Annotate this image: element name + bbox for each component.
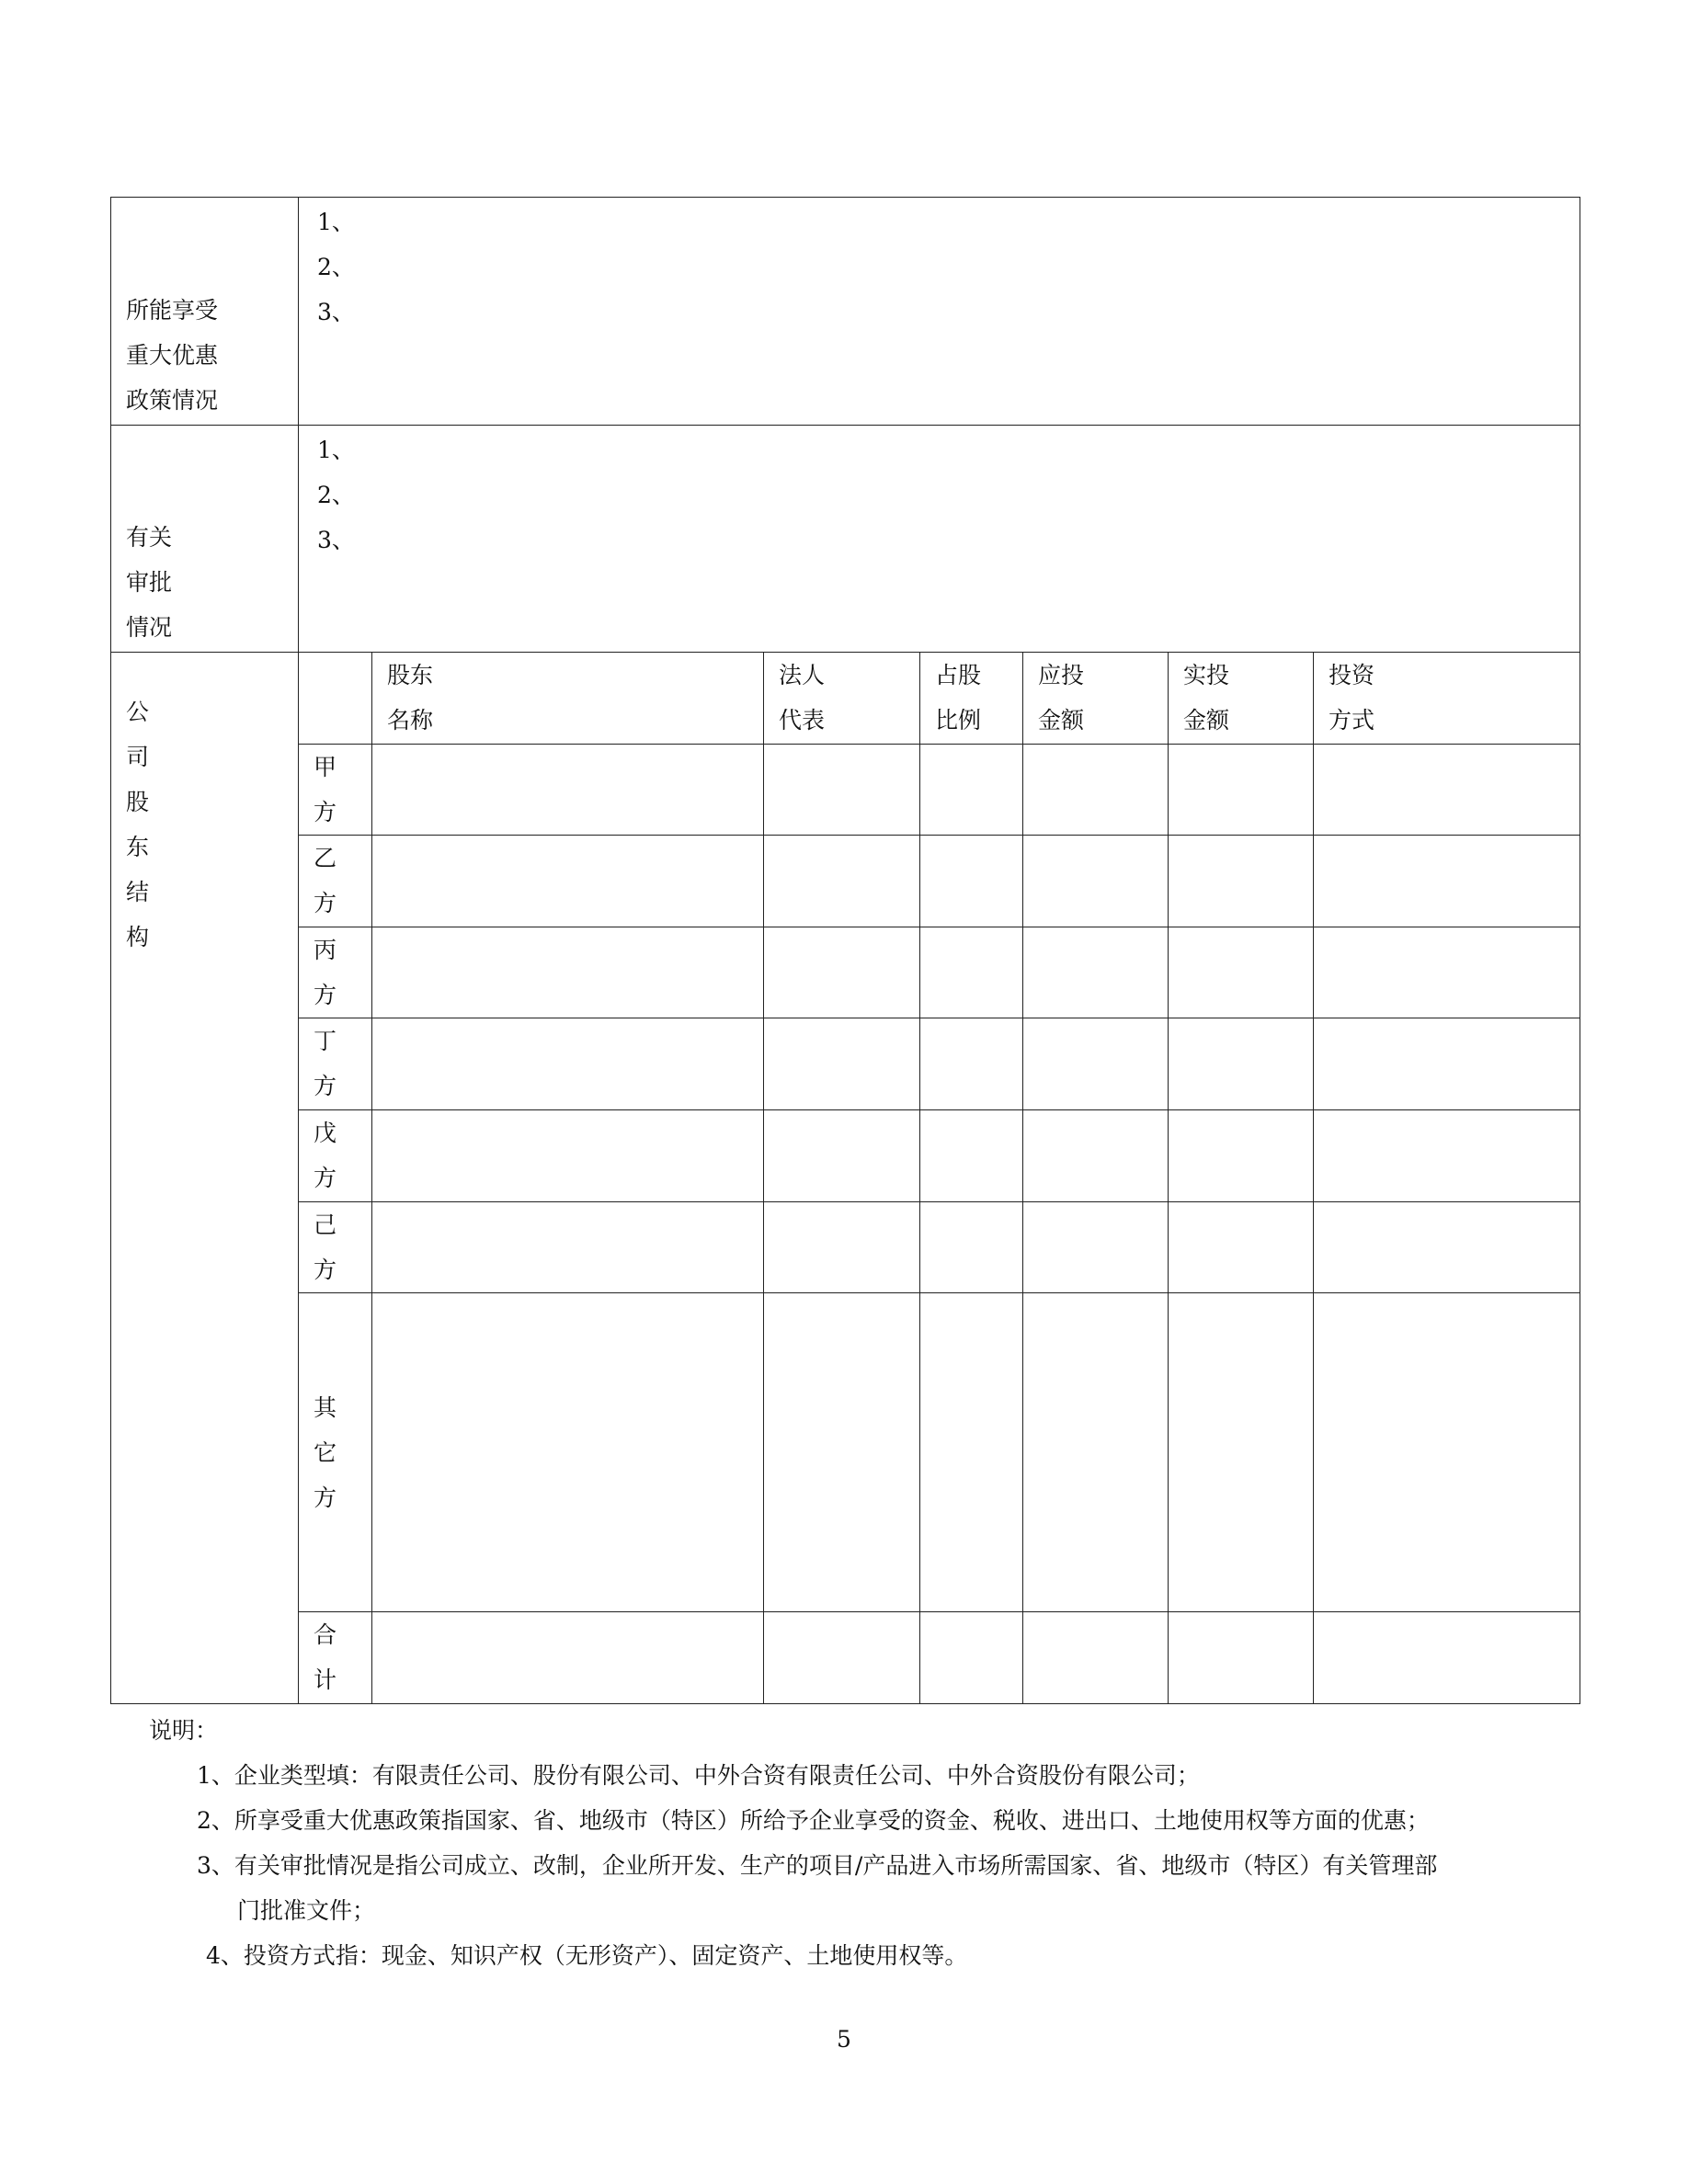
notes-section (149, 1708, 1583, 1978)
shareholder-name-field[interactable] (372, 1293, 764, 1612)
committed-amount-field[interactable] (1023, 836, 1169, 927)
shareholder-row-e (111, 1109, 1580, 1201)
paid-amount-field[interactable] (1169, 1201, 1314, 1293)
total-investment-method-field[interactable] (1314, 1612, 1580, 1704)
shareholder-structure-label: 公 司 股 东 结 构 (111, 653, 299, 1704)
shareholder-row-b (111, 836, 1580, 927)
share-ratio-field[interactable] (920, 744, 1023, 836)
approval-item: 1、 (317, 436, 355, 463)
committed-amount-field[interactable] (1023, 1109, 1169, 1201)
shareholder-info-form (110, 197, 1580, 1704)
note-item: 3、有关审批情况是指公司成立、改制，企业所开发、生产的项目/产品进入市场所需国家、省、地级市（特区）有关管理部 (197, 1852, 1438, 1879)
shareholder-row-other (111, 1293, 1580, 1612)
policy-row (111, 198, 1580, 426)
committed-amount-field[interactable] (1023, 927, 1169, 1018)
paid-amount-field[interactable] (1169, 1293, 1314, 1612)
party-label: 丁 方 (299, 1018, 372, 1110)
investment-method-field[interactable] (1314, 1018, 1580, 1110)
party-label: 戊 方 (299, 1109, 372, 1201)
total-committed-amount-field[interactable] (1023, 1612, 1169, 1704)
legal-rep-field[interactable] (764, 1293, 920, 1612)
investment-method-field[interactable] (1314, 744, 1580, 836)
legal-rep-field[interactable] (764, 1201, 920, 1293)
total-legal-rep-field[interactable] (764, 1612, 920, 1704)
investment-method-field[interactable] (1314, 1109, 1580, 1201)
paid-amount-field[interactable] (1169, 927, 1314, 1018)
party-label: 甲 方 (299, 744, 372, 836)
note-item-continuation: 门批准文件； (237, 1897, 376, 1924)
total-label: 合 计 (299, 1612, 372, 1704)
page-number: 5 (837, 2026, 851, 2053)
paid-amount-field[interactable] (1169, 744, 1314, 836)
committed-amount-field[interactable] (1023, 1201, 1169, 1293)
shareholder-row-d (111, 1018, 1580, 1110)
total-share-ratio-field[interactable] (920, 1612, 1023, 1704)
investment-method-field[interactable] (1314, 836, 1580, 927)
header-paid-amount: 实投 金额 (1169, 653, 1314, 745)
shareholder-row-f (111, 1201, 1580, 1293)
total-paid-amount-field[interactable] (1169, 1612, 1314, 1704)
investment-method-field[interactable] (1314, 1201, 1580, 1293)
approval-label: 有关 审批 情况 (111, 425, 299, 653)
header-investment-method: 投资 方式 (1314, 653, 1580, 745)
committed-amount-field[interactable] (1023, 1293, 1169, 1612)
shareholder-row-total (111, 1612, 1580, 1704)
legal-rep-field[interactable] (764, 927, 920, 1018)
shareholder-name-field[interactable] (372, 836, 764, 927)
share-ratio-field[interactable] (920, 836, 1023, 927)
share-ratio-field[interactable] (920, 927, 1023, 1018)
investment-method-field[interactable] (1314, 1293, 1580, 1612)
approval-item: 3、 (317, 526, 355, 553)
legal-rep-field[interactable] (764, 1018, 920, 1110)
note-item: 2、所享受重大优惠政策指国家、省、地级市（特区）所给予企业享受的资金、税收、进出口、土地使用权等方面的优惠； (197, 1807, 1430, 1834)
note-item: 1、企业类型填：有限责任公司、股份有限公司、中外合资有限责任公司、中外合资股份有限公司； (197, 1762, 1200, 1789)
policy-label: 所能享受 重大优惠 政策情况 (111, 198, 299, 426)
investment-method-field[interactable] (1314, 927, 1580, 1018)
paid-amount-field[interactable] (1169, 1018, 1314, 1110)
notes-title: 说明： (149, 1717, 219, 1744)
legal-rep-field[interactable] (764, 836, 920, 927)
paid-amount-field[interactable] (1169, 1109, 1314, 1201)
share-ratio-field[interactable] (920, 1018, 1023, 1110)
committed-amount-field[interactable] (1023, 744, 1169, 836)
policy-item: 2、 (317, 254, 355, 280)
share-ratio-field[interactable] (920, 1109, 1023, 1201)
legal-rep-field[interactable] (764, 744, 920, 836)
approval-row (111, 425, 1580, 653)
shareholder-header-row (111, 653, 1580, 745)
share-ratio-field[interactable] (920, 1293, 1023, 1612)
header-committed-amount: 应投 金额 (1023, 653, 1169, 745)
shareholder-name-field[interactable] (372, 927, 764, 1018)
shareholder-row-c (111, 927, 1580, 1018)
header-legal-rep: 法人 代表 (764, 653, 920, 745)
policy-content-field[interactable] (299, 198, 1580, 426)
header-share-ratio: 占股 比例 (920, 653, 1023, 745)
policy-item: 1、 (317, 209, 355, 235)
approval-content-field[interactable] (299, 425, 1580, 653)
other-party-label: 其 它 方 (299, 1293, 372, 1612)
committed-amount-field[interactable] (1023, 1018, 1169, 1110)
shareholder-name-field[interactable] (372, 1109, 764, 1201)
policy-item: 3、 (317, 299, 355, 325)
shareholder-name-field[interactable] (372, 744, 764, 836)
header-shareholder-name: 股东 名称 (372, 653, 764, 745)
party-label: 丙 方 (299, 927, 372, 1018)
approval-item: 2、 (317, 481, 355, 508)
total-name-field[interactable] (372, 1612, 764, 1704)
shareholder-row-a (111, 744, 1580, 836)
paid-amount-field[interactable] (1169, 836, 1314, 927)
shareholder-name-field[interactable] (372, 1018, 764, 1110)
note-item: 4、投资方式指：现金、知识产权（无形资产）、固定资产、土地使用权等。 (206, 1942, 968, 1969)
share-ratio-field[interactable] (920, 1201, 1023, 1293)
party-label: 乙 方 (299, 836, 372, 927)
header-corner-cell (299, 653, 372, 745)
party-label: 己 方 (299, 1201, 372, 1293)
shareholder-name-field[interactable] (372, 1201, 764, 1293)
legal-rep-field[interactable] (764, 1109, 920, 1201)
